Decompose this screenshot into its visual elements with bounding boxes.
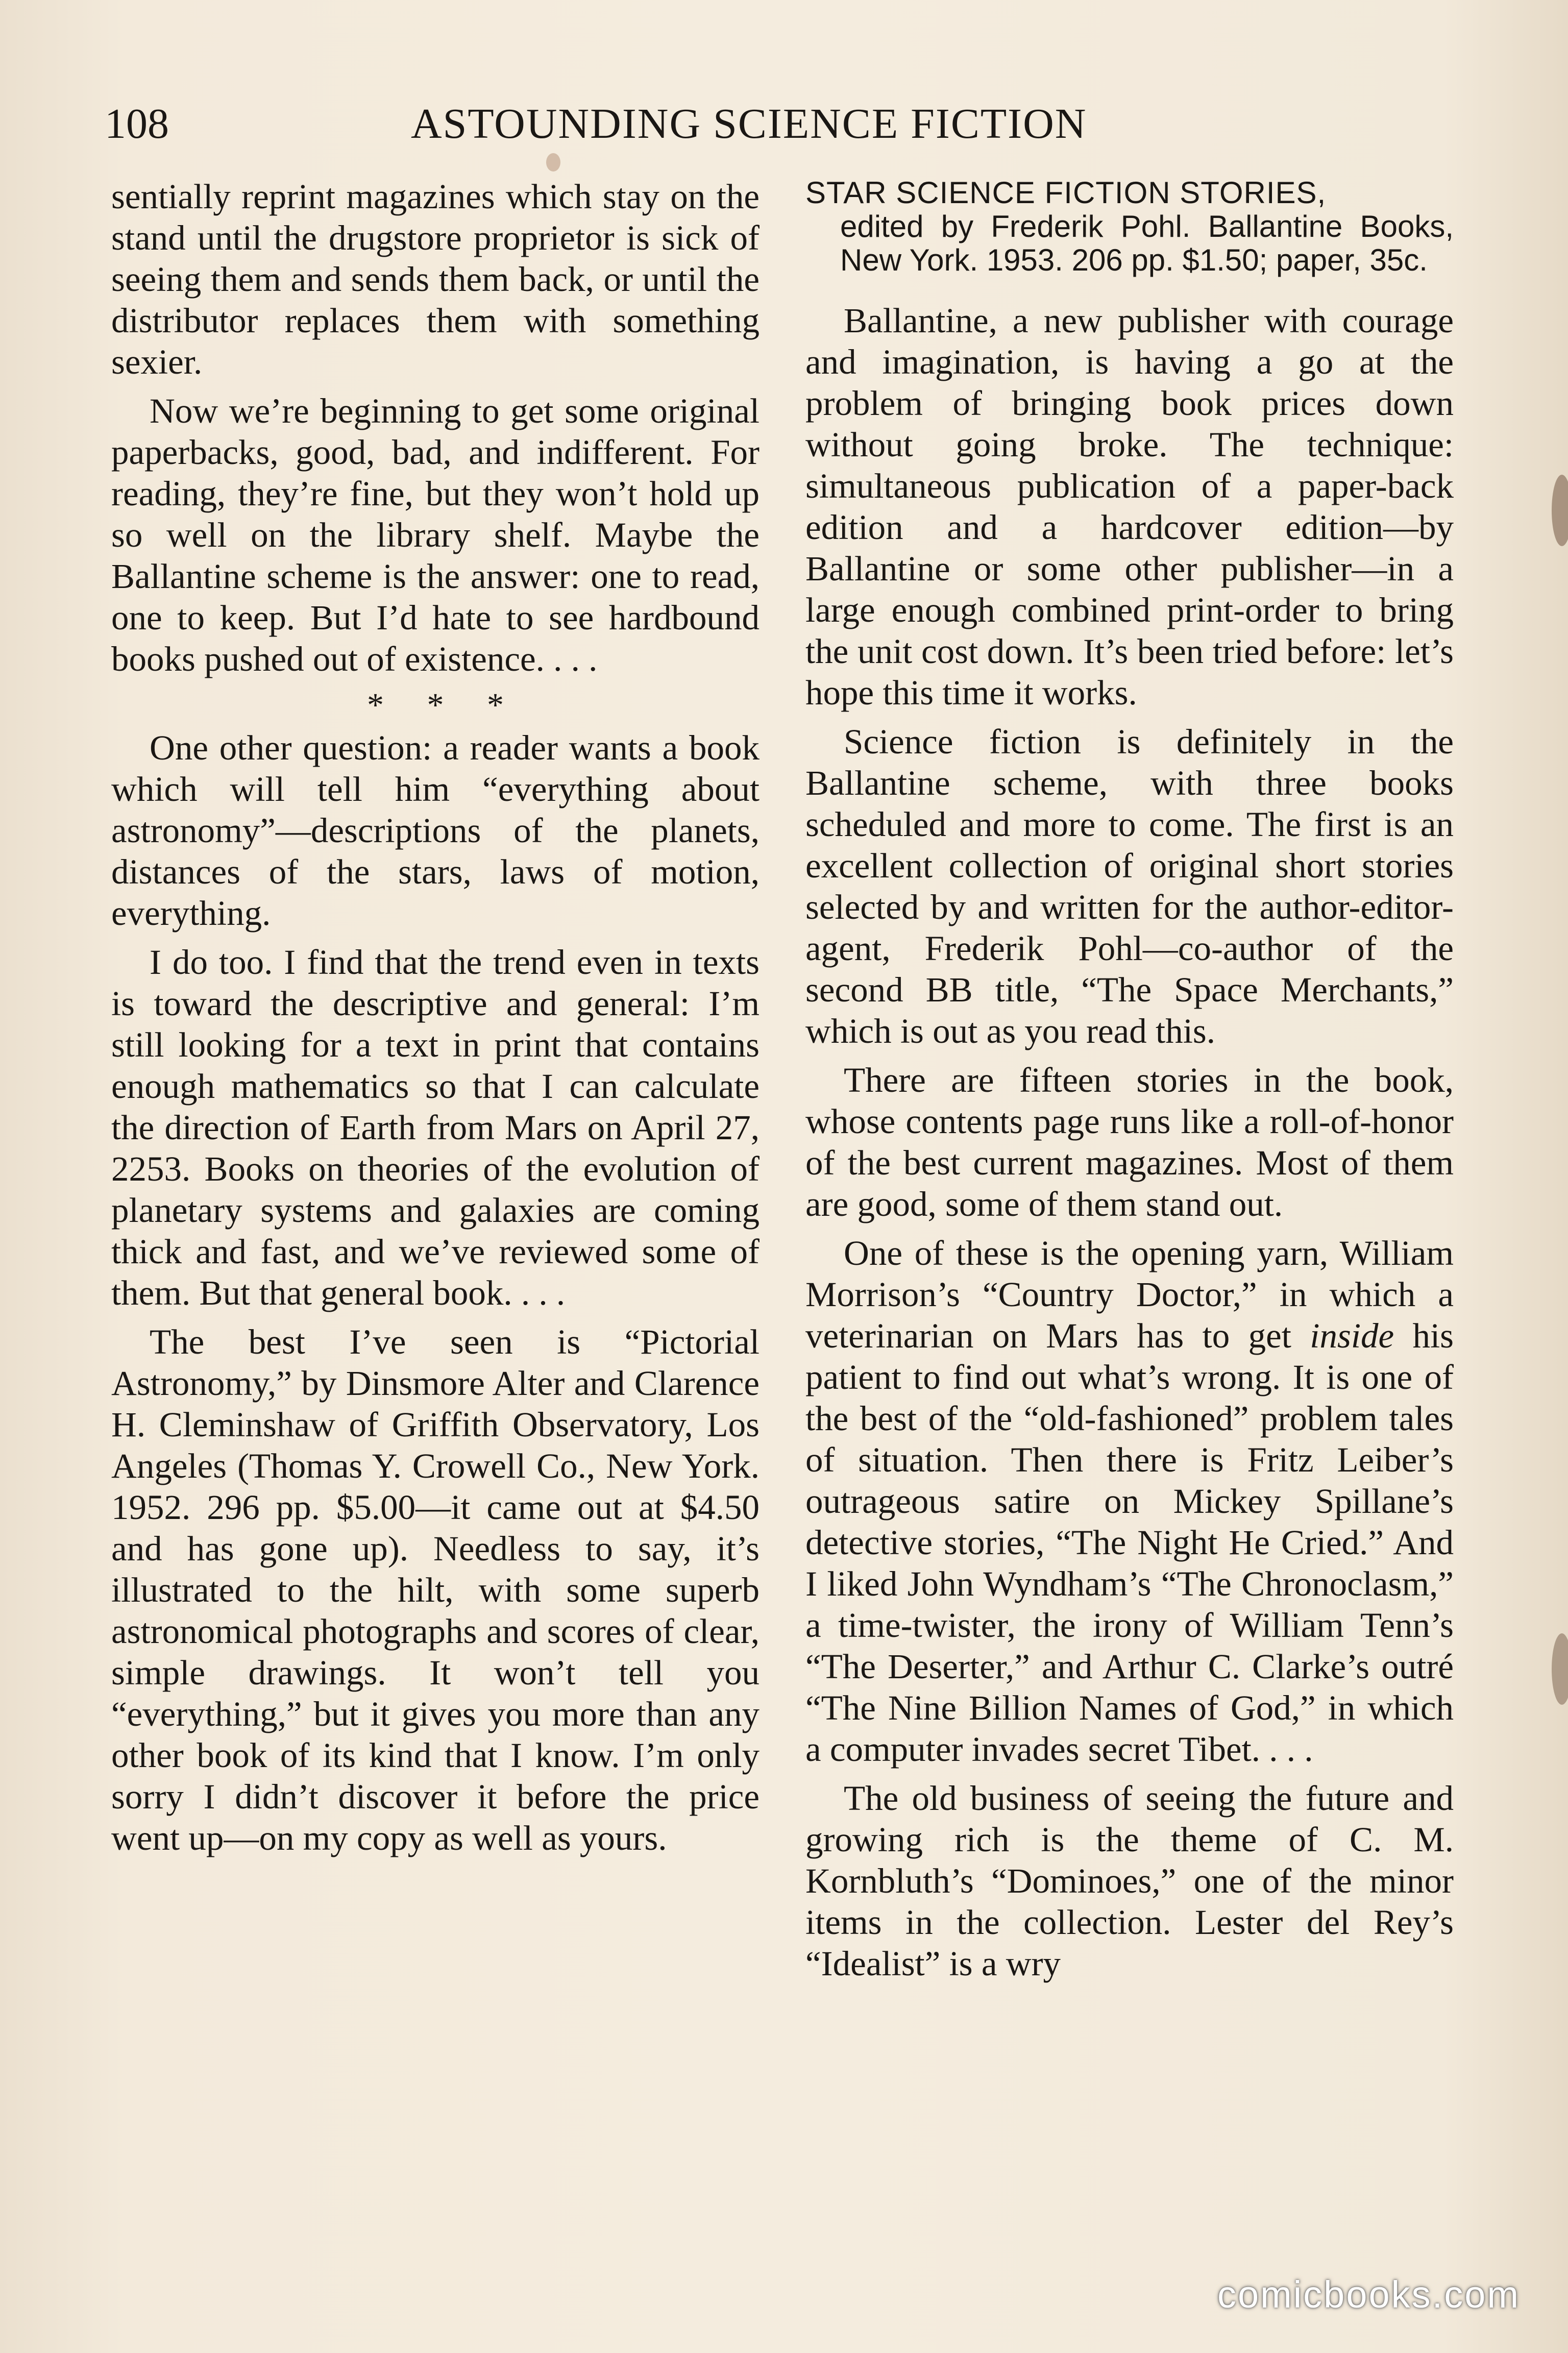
paragraph: I do too. I find that the trend even in texts is toward the descriptive and general: I’m still looking for a text in print that contains enough mathematics so that I can calculate the direction of Earth from Mars on April 27, 2253. Books on theories of the evolution of planetary systems and galaxies are coming thick and fast, and we’ve reviewed some of them. But that general book. . . . — [111, 943, 760, 1312]
paragraph: Now we’re beginning to get some original paperbacks, good, bad, and indifferent. For reading, they’re fine, but they won’t hold up so well on the library shelf. Maybe the Ballantine scheme is the answer: one to read, one to keep. But I’d hate to see hardbound books pushed out of existence. . . . — [111, 391, 760, 678]
watermark: comicbooks.com — [1217, 2273, 1520, 2316]
book-entry-title: STAR SCIENCE FICTION STORIES, — [805, 176, 1327, 210]
right-column — [805, 176, 1454, 1992]
section-separator: * * * — [367, 687, 521, 724]
text-run: his patient to find out what’s wrong. It is one of the best of the “old-fashioned” problem tales of situation. Then there is Fritz Leiber’s outrageous satire on Mickey Spillane’s detective stories, “The Night He Cried.” And I liked John Wyndham’s “The Chronoclasm,” a time-twister, the irony of William Tenn’s “The Deserter,” and Arthur C. Clarke’s outré “The Nine Billion Names of God,” in which a computer invades secret Tibet. . . . — [805, 1316, 1454, 1769]
paragraph: The best I’ve seen is “Pictorial Astronomy,” by Dinsmore Alter and Clarence H. Cleminshaw of Griffith Observatory, Los Angeles (Thomas Y. Crowell Co., New York. 1952. 296 pp. $5.00—it came out at $4.50 and has gone up). Needless to say, it’s illustrated to the hilt, with some superb astronomical photographs and scores of clear, simple drawings. It won’t tell you “everything,” but it gives you more than any other book of its kind that I know. I’m only sorry I didn’t discover it before the price went up—on my copy as well as yours. — [111, 1322, 760, 1857]
paragraph: One other question: a reader wants a book which will tell him “everything about astronomy”—descriptions of the planets, distances of the stars, laws of motion, everything. — [111, 728, 760, 933]
paragraph: sentially reprint magazines which stay on the stand until the drugstore proprietor is sick of seeing them and sends them back, or until the distributor replaces them with something sexier. — [111, 177, 760, 381]
page-header — [105, 96, 1452, 152]
text-run: One of these is the opening yarn, William Morrison’s “Country Doctor,” in which a veterinarian on Mars has to get — [805, 1234, 1454, 1355]
running-head: ASTOUNDING SCIENCE FICTION — [411, 100, 1087, 148]
paragraph: Science fiction is definitely in the Ballantine scheme, with three books scheduled and more to come. The first is an excellent collection of original short stories selected by and written for the author-editor-agent, Frederik Pohl—co-author of the second BB title, “The Space Merchants,” which is out as you read this. — [805, 722, 1454, 1050]
emphasis-word: inside — [1310, 1316, 1394, 1355]
paragraph: The old business of seeing the future and growing rich is the theme of C. M. Kornbluth’s “Dominoes,” one of the minor items in the collection. Lester del Rey’s “Idealist” is a wry — [805, 1779, 1454, 1983]
paragraph-with-emphasis — [805, 1233, 1454, 1770]
left-column — [111, 176, 760, 1867]
page-number: 108 — [105, 100, 169, 148]
paper-stain — [1552, 475, 1568, 546]
book-entry-details: edited by Frederik Pohl. Ballantine Books, New York. 1953. 206 pp. $1.50; paper, 35c. — [840, 209, 1454, 277]
paper-stain — [546, 153, 560, 171]
book-entry — [805, 176, 1454, 277]
paragraph: Ballantine, a new publisher with courage and imagination, is having a go at the problem of bringing book prices down without going broke. The technique: simultaneous publication of a paper-back edition and a hardcover edition—by Ballantine or some other publisher—in a large enough combined print-order to bring the unit cost down. It’s been tried before: let’s hope this time it works. — [805, 301, 1454, 712]
paper-stain — [1552, 1633, 1568, 1705]
paragraph: There are fifteen stories in the book, whose contents page runs like a roll-of-honor of the best current magazines. Most of them are good, some of them stand out. — [805, 1061, 1454, 1223]
